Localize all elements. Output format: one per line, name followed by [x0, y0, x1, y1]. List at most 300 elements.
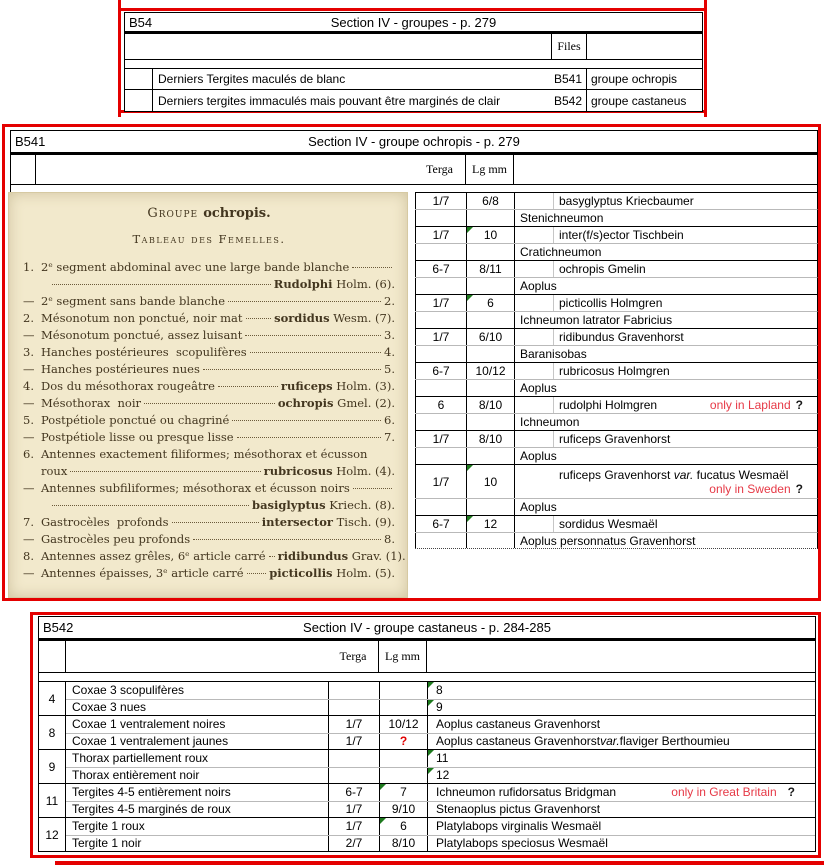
lgmm-cell [467, 210, 515, 226]
scan-key-line [23, 378, 395, 395]
species-cell [515, 363, 817, 379]
files-header: Files [551, 34, 587, 59]
lgmm-cell [379, 802, 427, 818]
dotted-leader [352, 267, 392, 268]
scan-heading-word: Groupe [147, 206, 204, 221]
key-row [66, 716, 815, 733]
species-cell [427, 700, 815, 716]
key-row [66, 801, 815, 818]
species-cell [427, 784, 815, 801]
lgmm-cell [467, 261, 515, 277]
lgmm-value: 6 [487, 296, 494, 310]
key-row [66, 733, 815, 750]
red-frame-line [2, 124, 5, 601]
lgmm-cell [379, 734, 427, 750]
key-line-tail: Gmel. (2). [333, 396, 395, 410]
lgmm-value: 7 [400, 785, 407, 800]
table-code: B542 [43, 620, 74, 635]
key-line-number: — [23, 532, 35, 546]
species-cell [427, 734, 815, 750]
lgmm-header: Lg mm [379, 641, 427, 672]
row-index-cell [125, 69, 153, 89]
genus-row [415, 413, 818, 430]
note-text: only in Great Britain [671, 785, 777, 800]
group-subrows [66, 682, 815, 715]
key-row [66, 750, 815, 767]
lgmm-cell [467, 295, 515, 311]
cell-flag-icon [428, 682, 434, 688]
dotted-leader [353, 488, 392, 489]
key-row [66, 699, 815, 716]
lgmm-cell [467, 448, 515, 464]
terga-cell: 1/7 [415, 227, 467, 243]
dotted-leader [250, 352, 381, 353]
species-cell [515, 329, 817, 345]
key-line-number: 2. [23, 311, 34, 325]
species-name: Aoplus castaneus Gravenhorst [436, 717, 601, 732]
lgmm-cell [467, 244, 515, 260]
group-row [38, 681, 816, 715]
question-mark: ? [787, 785, 795, 800]
terga-cell [328, 768, 379, 784]
terga-cell: 1/7 [415, 329, 467, 345]
lgmm-value: 6/10 [478, 330, 503, 344]
dotted-leader [193, 539, 381, 540]
table-row [124, 68, 703, 90]
terga-cell [415, 210, 467, 226]
genus-cell: Stenichneumon [520, 211, 604, 225]
group-subrows [66, 716, 815, 749]
lgmm-cell [467, 346, 515, 362]
indent-divider [553, 397, 554, 413]
key-line-tail: Kriech. (8). [325, 498, 395, 512]
description-cell: Thorax partiellement roux [72, 751, 209, 766]
key-line-number: 3. [23, 345, 34, 359]
species-name: Ichneumon rufidorsatus Bridgman [436, 785, 617, 800]
genus-cell: Ichneumon [520, 415, 580, 429]
lgmm-cell [379, 836, 427, 852]
lgmm-cell [467, 431, 515, 447]
scan-key-line [23, 446, 395, 463]
species-cell [427, 682, 815, 699]
cell-flag-icon [467, 516, 473, 522]
key-line-tail: Holm. (5). [332, 566, 395, 580]
terga-cell [415, 346, 467, 362]
key-line-text: 2ᵉ segment abdominal avec une large bande blanche [41, 260, 350, 274]
key-line-text: Mésothorax noir [41, 396, 142, 410]
key-species-name: ridibundus [277, 549, 349, 563]
terga-header: Terga [414, 155, 466, 184]
scan-key-line [23, 497, 395, 514]
dotted-leader [245, 335, 381, 336]
key-species-name: intersector [261, 515, 333, 529]
genus-cell: Aoplus [520, 279, 557, 293]
terga-cell [328, 682, 379, 699]
lgmm-cell [379, 784, 427, 801]
terga-cell [415, 533, 467, 548]
scanned-book-excerpt [8, 192, 408, 598]
description-cell: Derniers Tergites maculés de blanc [158, 72, 346, 86]
lgmm-value: 10/12 [388, 717, 419, 732]
cell-flag-icon [380, 818, 386, 824]
table-code: B541 [15, 134, 46, 149]
lgmm-cell [467, 465, 515, 498]
scan-key-line [23, 310, 395, 327]
species-name: rubricosus Holmgren [559, 364, 670, 378]
group-number-cell: 8 [39, 716, 66, 749]
lgmm-cell [379, 818, 427, 835]
dotted-leader [144, 403, 275, 404]
species-cell [515, 295, 817, 311]
species-row [415, 396, 818, 413]
species-cell [427, 716, 815, 733]
scan-key-line [23, 395, 395, 412]
key-line-text: Postpétiole lisse ou presque lisse [41, 430, 234, 444]
genus-cell: Aoplus [520, 500, 557, 514]
species-cell [515, 227, 817, 243]
scan-key-line [23, 548, 406, 565]
group-name-cell: groupe ochropis [591, 72, 678, 86]
lgmm-cell [467, 363, 515, 379]
lgmm-cell [467, 193, 515, 209]
dotted-leader [269, 556, 275, 557]
dotted-leader [172, 522, 259, 523]
lgmm-cell [467, 533, 515, 548]
cell-flag-icon [467, 465, 473, 471]
key-species-name: sordidus [274, 311, 330, 325]
key-line-number: — [23, 294, 35, 308]
scan-key-lines [23, 259, 406, 582]
spacer-cell [514, 155, 817, 184]
scan-key-line [23, 412, 395, 429]
terga-cell: 6-7 [415, 261, 467, 277]
scan-key-line [23, 259, 395, 276]
scan-key-line [23, 480, 395, 497]
red-frame-line [118, 8, 707, 11]
red-frame-line [30, 855, 821, 858]
key-line-number: 4. [23, 379, 34, 393]
red-frame-line [118, 0, 121, 117]
cell-flag-icon [467, 227, 473, 233]
group-number-cell: 11 [39, 784, 66, 817]
lgmm-value: 8/10 [478, 432, 503, 446]
lgmm-cell [379, 750, 427, 767]
lgmm-cell [467, 312, 515, 328]
dotted-leader [52, 284, 271, 285]
group-row [38, 749, 816, 783]
group-subrows [66, 750, 815, 783]
description-cell: Coxae 3 scopulifères [72, 683, 185, 698]
group-row [38, 783, 816, 817]
species-row [415, 328, 818, 345]
species-var-label: var. [600, 734, 620, 749]
scan-key-line [23, 361, 395, 378]
species-name-pre: ruficeps Gravenhorst [559, 467, 674, 482]
species-row [415, 226, 818, 243]
red-frame-line [818, 612, 821, 858]
lgmm-value: 6 [400, 819, 407, 834]
lgmm-cell [467, 329, 515, 345]
lgmm-cell [467, 414, 515, 430]
spacer-cell [39, 641, 66, 672]
species-name-post: fucatus Wesmaël [693, 467, 789, 482]
key-line-number: — [23, 481, 35, 495]
dotted-leader [218, 386, 278, 387]
spacer-cell [66, 641, 328, 672]
key-line-tail: Holm. (4). [332, 464, 395, 478]
species-row [415, 515, 818, 532]
table-title-row [10, 130, 818, 155]
genus-row [415, 379, 818, 396]
red-frame-line [2, 598, 821, 601]
genus-row [415, 311, 818, 328]
scan-key-line [23, 344, 395, 361]
dotted-leader [246, 318, 272, 319]
genus-row [415, 447, 818, 464]
description-cell: Tergite 1 noir [72, 836, 142, 851]
lgmm-cell [379, 768, 427, 784]
genus-cell: Cratichneumon [520, 245, 602, 259]
lgmm-cell [467, 516, 515, 532]
key-line-text: roux [41, 464, 68, 478]
species-cell [515, 516, 817, 532]
species-name: Stenaoplus pictus Gravenhorst [436, 802, 601, 817]
terga-cell [415, 244, 467, 260]
key-line-text: Antennes épaisses, 3ᵉ article carré [41, 566, 244, 580]
gap-row [124, 60, 703, 68]
genus-cell: Baranisobas [520, 347, 587, 361]
key-line-number: — [23, 430, 35, 444]
genus-row [415, 532, 818, 549]
dotted-leader [228, 301, 381, 302]
red-frame-line [30, 612, 33, 858]
red-frame-line [704, 0, 707, 117]
file-code-cell: B541 [551, 69, 587, 89]
scan-key-line [23, 293, 395, 310]
group-name-cell: groupe castaneus [591, 93, 687, 108]
terga-cell: 1/7 [328, 818, 379, 835]
b542-groups [38, 681, 816, 852]
species-cell [515, 193, 817, 209]
key-line-tail: 2. [384, 294, 395, 308]
dotted-leader [247, 573, 267, 574]
table-title: Section IV - groupe ochropis - p. 279 [308, 134, 520, 149]
description-cell: Thorax entièrement noir [72, 768, 200, 783]
group-number-cell: 4 [39, 682, 66, 715]
spacer-cell [427, 641, 815, 672]
key-line-tail: 6. [384, 413, 395, 427]
species-name: Platylabops virginalis Wesmaël [436, 819, 602, 834]
species-row [415, 260, 818, 277]
species-name: ochropis Gmelin [559, 262, 646, 276]
terga-cell [415, 278, 467, 294]
cell-flag-icon [428, 700, 434, 706]
lgmm-value: 12 [483, 517, 498, 531]
key-line-text: Hanches postérieures nues [41, 362, 200, 376]
terga-cell [415, 380, 467, 396]
b54-table [124, 12, 703, 112]
table-title: Section IV - groupe castaneus - p. 284-285 [303, 620, 551, 635]
terga-cell: 1/7 [415, 295, 467, 311]
ref-number: 9 [436, 700, 443, 715]
key-line-tail: 4. [384, 345, 395, 359]
dotted-leader [203, 369, 381, 370]
terga-cell [415, 312, 467, 328]
key-row [66, 784, 815, 801]
terga-cell: 6-7 [415, 363, 467, 379]
genus-row [415, 345, 818, 362]
key-line-text: Antennes assez grêles, 6ᵉ article carré [41, 549, 266, 563]
b541-rows [415, 192, 818, 549]
lgmm-header: Lg mm [466, 155, 514, 184]
key-line-tail: Holm. (3). [332, 379, 395, 393]
species-row [415, 294, 818, 311]
spacer-cell [125, 34, 551, 59]
key-species-name: basiglyptus [252, 498, 326, 512]
lgmm-value: 6/8 [482, 194, 499, 208]
red-frame-line [2, 124, 821, 127]
genus-row [415, 209, 818, 226]
table-title: Section IV - groupes - p. 279 [330, 14, 497, 30]
key-line-tail: 8. [384, 532, 395, 546]
key-line-text: 2ᵉ segment sans bande blanche [41, 294, 226, 308]
description-cell: Tergites 4-5 marginés de roux [72, 802, 231, 817]
red-frame-line [818, 124, 821, 601]
note-text: only in Sweden [709, 481, 791, 496]
spacer-cell [36, 155, 414, 184]
lgmm-cell [379, 700, 427, 716]
key-line-text: Mésonotum non ponctué, noir mat [41, 311, 243, 325]
species-cell [515, 261, 817, 277]
question-mark: ? [795, 481, 803, 496]
gap-row [10, 185, 818, 192]
indent-divider [553, 363, 554, 379]
terga-cell [415, 499, 467, 515]
key-line-number: — [23, 362, 35, 376]
indent-divider [553, 329, 554, 345]
group-row [38, 817, 816, 852]
file-code-cell: B542 [551, 90, 587, 111]
key-line-text: Antennes exactement filiformes; mésothorax et écusson [41, 447, 368, 461]
species-name-post: flaviger Berthoumieu [619, 734, 730, 749]
genus-row [415, 277, 818, 294]
terga-cell: 1/7 [328, 716, 379, 733]
description-cell: Coxae 3 nues [72, 700, 147, 715]
red-frame-line [55, 861, 824, 865]
species-row [415, 362, 818, 379]
group-number-cell: 9 [39, 750, 66, 783]
lgmm-value: ? [399, 734, 408, 749]
indent-divider [553, 516, 554, 532]
lgmm-cell [467, 227, 515, 243]
key-line-tail: Grav. (1). [348, 549, 406, 563]
species-name: rudolphi Holmgren [559, 398, 658, 412]
key-line-text: Postpétiole ponctué ou chagriné [41, 413, 230, 427]
lgmm-cell [467, 499, 515, 515]
terga-cell: 6-7 [415, 516, 467, 532]
scan-key-line [23, 463, 395, 480]
note-text: only in Lapland [709, 398, 791, 412]
group-subrows [66, 818, 815, 851]
species-cell [515, 431, 817, 447]
species-cell [515, 397, 817, 413]
scan-heading-name: ochropis. [203, 206, 271, 221]
dotted-leader [237, 437, 381, 438]
genus-cell: Aoplus [520, 381, 557, 395]
key-row [66, 767, 815, 784]
lgmm-value: 10/12 [475, 364, 506, 378]
description-cell: Coxae 1 ventralement noires [72, 717, 226, 732]
dotted-leader [52, 505, 249, 506]
range-note [709, 482, 817, 496]
species-name: basyglyptus Kriecbaumer [559, 194, 694, 208]
indent-divider [553, 261, 554, 277]
gap-row [38, 673, 816, 681]
scan-key-line [23, 514, 395, 531]
species-cell [427, 802, 815, 818]
table-title-row [124, 12, 703, 34]
terga-cell: 6 [415, 397, 467, 413]
scan-key-line [23, 429, 395, 446]
description-cell: Coxae 1 ventralement jaunes [72, 734, 229, 749]
indent-divider [553, 431, 554, 447]
species-row [415, 430, 818, 447]
species-name [515, 468, 817, 482]
genus-row [415, 498, 818, 515]
key-species-name: rubricosus [263, 464, 333, 478]
question-mark: ? [795, 398, 803, 412]
key-line-number: 7. [23, 515, 34, 529]
species-name: Platylabops speciosus Wesmaël [436, 836, 608, 851]
key-line-text: Antennes subfiliformes; mésothorax et écusson noirs [41, 481, 350, 495]
group-number-cell: 12 [39, 818, 66, 851]
lgmm-value: 10 [483, 228, 498, 242]
lgmm-value: 8/10 [391, 836, 416, 851]
terga-cell: 1/7 [415, 431, 467, 447]
red-frame-line [30, 612, 821, 615]
key-species-name: Rudolphi [273, 277, 333, 291]
key-line-number: — [23, 328, 35, 342]
genus-row [415, 243, 818, 260]
cell-flag-icon [428, 768, 434, 774]
key-line-number: — [23, 396, 35, 410]
lgmm-cell [379, 716, 427, 733]
indent-divider [553, 227, 554, 243]
species-name: picticollis Holmgren [559, 296, 663, 310]
lgmm-cell [379, 682, 427, 699]
terga-cell [328, 750, 379, 767]
key-line-number: 8. [23, 549, 34, 563]
table-row [124, 90, 703, 112]
indent-divider [553, 295, 554, 311]
table-code: B54 [129, 14, 153, 30]
column-header-row [38, 641, 816, 673]
row-index-cell [125, 90, 153, 111]
key-line-tail: Holm. (6). [332, 277, 395, 291]
terga-cell: 1/7 [328, 734, 379, 750]
species-row [415, 464, 818, 498]
species-cell [427, 818, 815, 835]
species-name: ruficeps Gravenhorst [559, 432, 671, 446]
spacer-cell [587, 34, 702, 59]
dotted-leader [232, 420, 381, 421]
cell-flag-icon [467, 295, 473, 301]
key-line-tail: 5. [384, 362, 395, 376]
lgmm-value: 8/10 [478, 398, 503, 412]
scan-key-line [23, 565, 395, 582]
lgmm-cell [467, 278, 515, 294]
b542-table [38, 616, 816, 852]
